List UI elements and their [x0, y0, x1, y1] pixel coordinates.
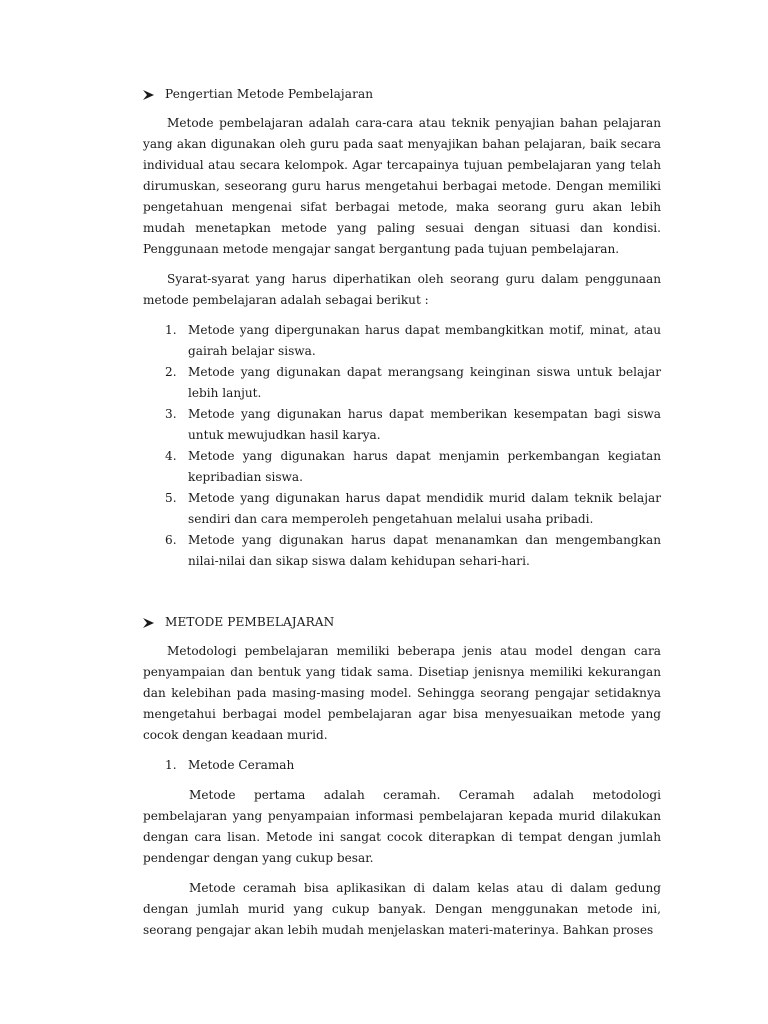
section-heading: [143, 84, 661, 105]
subsection-title: Metode Ceramah: [188, 758, 295, 772]
list-item: [143, 488, 661, 530]
list-item: [143, 530, 661, 572]
arrow-bullet-icon: [143, 90, 165, 100]
list-item-text: Metode yang digunakan dapat merangsang keinginan siswa untuk belajar lebih lanjut.: [188, 365, 661, 400]
list-item-number: 4.: [165, 449, 177, 463]
list-item-text: Metode yang digunakan harus dapat memberikan kesempatan bagi siswa untuk mewujudkan hasil karya.: [188, 407, 661, 442]
list-item-text: Metode yang dipergunakan harus dapat membangkitkan motif, minat, atau gairah belajar siswa.: [188, 323, 661, 358]
section-heading: [143, 612, 661, 633]
paragraph: Metodologi pembelajaran memiliki beberapa jenis atau model dengan cara penyampaian dan bentuk yang tidak sama. Disetiap jenisnya memiliki kekurangan dan kelebihan pada masing-masing model. Sehingga seorang pengajar setidaknya mengetahui berbagai model pembelajaran agar bisa menyesuaikan metode yang cocok dengan keadaan murid.: [143, 644, 661, 742]
subsection-number: 1.: [165, 758, 177, 772]
list-item: [143, 404, 661, 446]
paragraph: Metode pertama adalah ceramah. Ceramah adalah metodologi pembelajaran yang penyampaian informasi pembelajaran kepada murid dilakukan dengan cara lisan. Metode ini sangat cocok diterapkan di tempat dengan jumlah pendengar dengan yang cukup besar.: [143, 788, 661, 865]
list-item: [143, 362, 661, 404]
list-item-number: 2.: [165, 365, 177, 379]
list-item-number: 5.: [165, 491, 177, 505]
paragraph: Metode pembelajaran adalah cara-cara atau teknik penyajian bahan pelajaran yang akan digunakan oleh guru pada saat menyajikan bahan pelajaran, baik secara individual atau secara kelompok. Agar tercapainya tujuan pembelajaran yang telah dirumuskan, seseorang guru harus mengetahui berbagai metode. Dengan memiliki pengetahuan mengenai sifat berbagai metode, maka seorang guru akan lebih mudah menetapkan metode yang paling sesuai dengan situasi dan kondisi. Penggunaan metode mengajar sangat bergantung pada tujuan pembelajaran.: [143, 116, 661, 256]
arrow-bullet-icon: [143, 618, 165, 628]
list-item-text: Metode yang digunakan harus dapat menanamkan dan mengembangkan nilai-nilai dan sikap siswa dalam kehidupan sehari-hari.: [188, 533, 661, 568]
list-item-text: Metode yang digunakan harus dapat menjamin perkembangan kegiatan kepribadian siswa.: [188, 449, 661, 484]
list-item: [143, 320, 661, 362]
paragraph: Metode ceramah bisa aplikasikan di dalam kelas atau di dalam gedung dengan jumlah murid yang cukup banyak. Dengan menggunakan metode ini, seorang pengajar akan lebih mudah menjelaskan materi-materinya. Bahkan proses: [143, 881, 661, 937]
list-item: [143, 446, 661, 488]
section-heading-text: Pengertian Metode Pembelajaran: [165, 87, 374, 101]
list-item-text: Metode yang digunakan harus dapat mendidik murid dalam teknik belajar sendiri dan cara memperoleh pengetahuan melalui usaha pribadi.: [188, 491, 661, 526]
list-item-number: 1.: [165, 323, 177, 337]
list-item-number: 6.: [165, 533, 177, 547]
paragraph: Syarat-syarat yang harus diperhatikan oleh seorang guru dalam penggunaan metode pembelajaran adalah sebagai berikut :: [143, 272, 661, 307]
subsection-heading: [143, 755, 661, 776]
list-item-number: 3.: [165, 407, 177, 421]
requirements-list: [143, 320, 661, 572]
section-heading-text: METODE PEMBELAJARAN: [165, 615, 335, 629]
document-body: [143, 84, 661, 941]
